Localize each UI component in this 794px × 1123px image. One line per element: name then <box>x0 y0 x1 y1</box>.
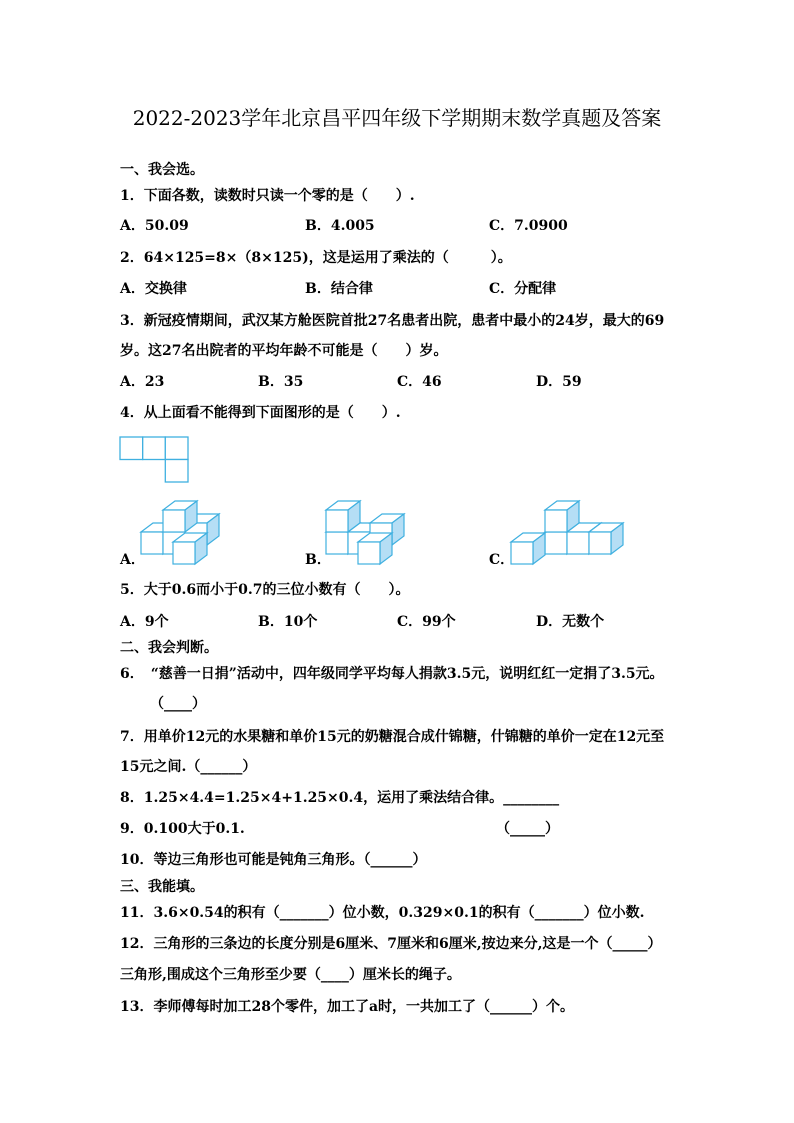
cube-front-face <box>545 532 567 554</box>
cube-figure-c <box>511 501 623 564</box>
question-12-line2: 三角形,围成这个三角形至少要（____）厘米长的绳子。 <box>120 967 461 983</box>
cube-front-face <box>173 542 195 564</box>
q2-option-a: A．交换律 <box>120 281 187 297</box>
question-7-line2: 15元之间.（______） <box>120 759 257 775</box>
question-5: 5．大于0.6而小于0.7的三位小数有（ ）。 <box>120 582 410 598</box>
top-view-square <box>120 437 143 460</box>
cube-front-face <box>567 532 589 554</box>
cube-front-face <box>589 532 611 554</box>
page-title: 2022-2023学年北京昌平四年级下学期期末数学真题及答案 <box>132 106 662 130</box>
top-view-square <box>165 437 188 460</box>
cube <box>173 533 207 564</box>
q4-option-a: A． <box>120 552 145 568</box>
q3-option-c: C．46 <box>397 374 442 390</box>
top-view-square <box>165 460 188 483</box>
question-10: 10．等边三角形也可能是钝角三角形。（______） <box>120 852 427 868</box>
q4-option-c: C． <box>489 552 515 568</box>
question-12-line1: 12．三角形的三条边的长度分别是6厘米、7厘米和6厘米,按边来分,这是一个（_____） <box>120 936 662 952</box>
q5-option-b: B．10个 <box>258 614 318 630</box>
question-9-blank: （_____） <box>496 821 559 837</box>
question-6-blank: （____） <box>150 696 206 712</box>
question-6-line1: 6． “慈善一日捐”活动中，四年级同学平均每人捐款3.5元，说明红红一定捐了3.5元。 <box>120 666 664 682</box>
question-1: 1．下面各数，读数时只读一个零的是（ ）. <box>120 188 415 204</box>
question-4: 4．从上面看不能得到下面图形的是（ ）. <box>120 405 401 421</box>
cube-front-face <box>163 510 185 532</box>
question-2: 2．64×125=8×（8×125)，这是运用了乘法的（ ）。 <box>120 250 512 266</box>
section-heading-3: 三、我能填。 <box>120 879 204 895</box>
question-3-line1: 3．新冠疫情期间，武汉某方舱医院首批27名患者出院，患者中最小的24岁，最大的69 <box>120 313 665 329</box>
question-13: 13．李师傅每时加工28个零件，加工了a时，一共加工了（______）个。 <box>120 999 575 1015</box>
cube-front-face <box>545 510 567 532</box>
top-view-square <box>143 437 166 460</box>
cube-front-face <box>326 510 348 532</box>
cube <box>511 533 545 564</box>
cube <box>358 533 392 564</box>
q1-option-a: A．50.09 <box>120 218 189 234</box>
section-heading-2: 二、我会判断。 <box>120 640 218 656</box>
cube-front-face <box>511 542 533 564</box>
q2-option-c: C．分配律 <box>489 281 557 297</box>
q4-option-b: B． <box>305 552 331 568</box>
question-9: 9．0.100大于0.1. <box>120 821 245 837</box>
cube <box>163 501 197 532</box>
question-3-line2: 岁。这27名出院者的平均年龄不可能是（ ）岁。 <box>120 343 448 359</box>
cube <box>545 501 579 532</box>
cube-front-face <box>358 542 380 564</box>
q5-option-a: A．9个 <box>120 614 169 630</box>
question-8: 8．1.25×4.4=1.25×4+1.25×0.4，运用了乘法结合律。________ <box>120 790 560 806</box>
q5-option-d: D．无数个 <box>536 614 605 630</box>
q2-option-b: B．结合律 <box>305 281 373 297</box>
q5-option-c: C．99个 <box>397 614 456 630</box>
section-heading-1: 一、我会选。 <box>120 162 204 178</box>
top-view-figure <box>120 437 188 482</box>
q3-option-b: B．35 <box>258 374 304 390</box>
cube-figure-b <box>326 501 404 564</box>
q1-option-b: B．4.005 <box>305 218 375 234</box>
question-11: 11．3.6×0.54的积有（_______）位小数，0.329×0.1的积有（_______）位小数. <box>120 905 645 921</box>
q3-option-a: A．23 <box>120 374 165 390</box>
q3-option-d: D．59 <box>536 374 582 390</box>
cube-figure-a <box>141 501 219 564</box>
q1-option-c: C．7.0900 <box>489 218 568 234</box>
question-7-line1: 7．用单价12元的水果糖和单价15元的奶糖混合成什锦糖，什锦糖的单价一定在12元至 <box>120 729 665 745</box>
cube <box>589 523 623 554</box>
